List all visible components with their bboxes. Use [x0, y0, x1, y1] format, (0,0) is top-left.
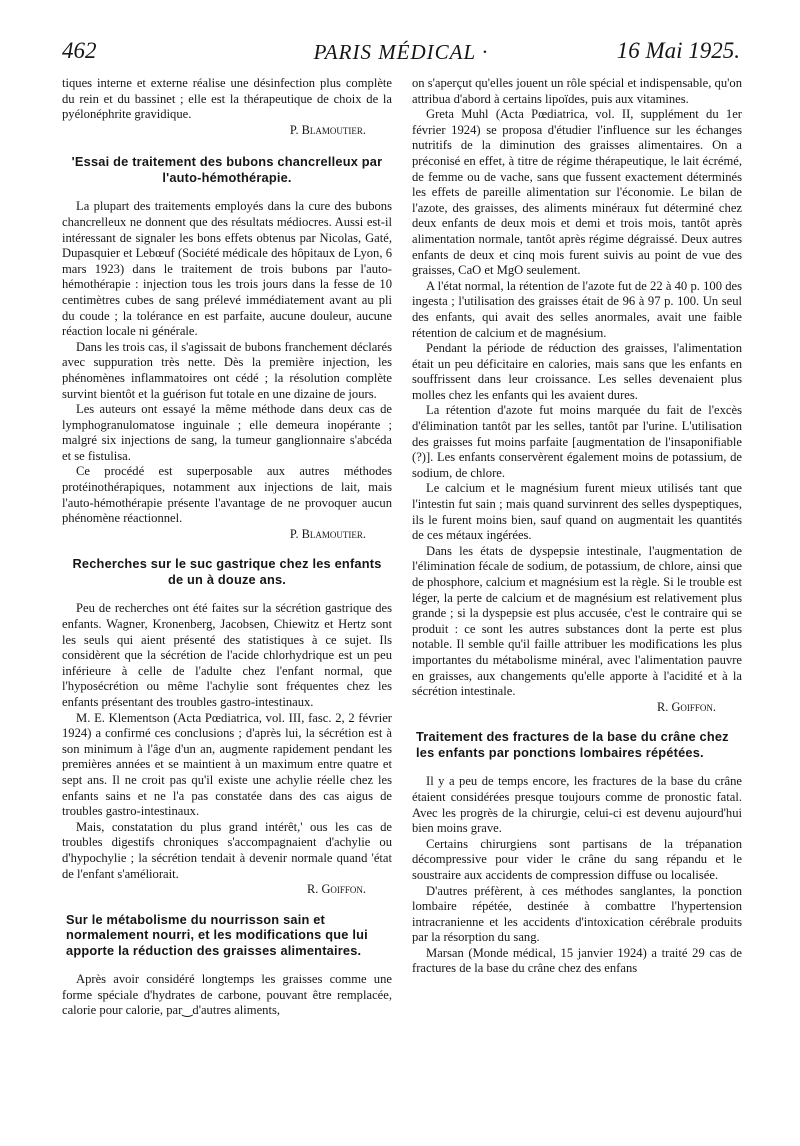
- paragraph: Peu de recherches ont été faites sur la sécrétion gastrique des enfants. Wagner, Kronenberg, Jacobsen, Chiewitz et Hertz sont les seuls qui aient présenté des statistiques à ce sujet. Ils considèrent que la sécrétion de l'acide chlorhydrique est un peu inférieure à celle de l'adulte chez l'enfant normal, que l'hyposécrétion ou même l'achylie sont fréquentes chez les enfants présentant des troubles gastro-intestinaux.: [62, 601, 392, 709]
- paragraph: Le calcium et le magnésium furent mieux utilisés tant que l'intestin fut sain ; mais quand survinrent des selles dyspeptiques, ils le furent moins bien, sauf quand on augmentait les quantités de ces métaux ingérées.: [412, 481, 742, 543]
- right-column: [412, 76, 742, 977]
- article-title: 'Essai de traitement des bubons chancrelleux par l'auto-hémothérapie.: [71, 154, 383, 185]
- page-number: 462: [62, 38, 97, 63]
- paragraph: Dans les états de dyspepsie intestinale, l'augmentation de l'élimination fécale de sodium, de potassium, de chlore, ainsi que de phosphore, calcium et magnésium est la règle. Si le trouble est léger, la perte de calcium et de magnésium est relativement plus grande ; si la dyspepsie est plus accusée, c'est le contraire qui se produit : ce sont les autres substances dont la perte est plus notable. Il semble qu'il faille attribuer les modifications les plus importantes du métabolisme minéral, avec l'alimentation pauvre en graisses, aux changements qu'elle apporte à l'acidité et à la sécrétion intestinale.: [412, 543, 742, 699]
- journal-title: PARIS MÉDICAL ·: [313, 40, 489, 64]
- paragraph: Il y a peu de temps encore, les fractures de la base du crâne étaient considérées presque toujours comme de pronostic fatal. Avec les progrès de la chirurgie, celui-ci est devenu aujourd'hui bien moins grave.: [412, 774, 742, 836]
- paragraph: Pendant la période de réduction des graisses, l'alimentation était un peu déficitaire en calories, mais sans que les enfants en souffrissent dans leur croissance. Les selles devenaient plus molles chez les enfants qui les avaient dures.: [412, 341, 742, 402]
- author-signature: P. Blamoutier.: [289, 122, 366, 137]
- paragraph: Les auteurs ont essayé la même méthode dans deux cas de lymphogranulomatose inguinale ; elle demeura inopérante ; malgré six injections de sang, la tumeur ganglionnaire s'abcéda et se fistulisa.: [62, 402, 392, 463]
- article-title: Traitement des fractures de la base du crâne chez les enfants par ponctions lombaires répétées.: [416, 729, 729, 760]
- left-column: [62, 76, 392, 1019]
- paragraph: A l'état normal, la rétention de l'azote fut de 22 à 40 p. 100 des ingesta ; l'utilisation des graisses était de 96 à 97 p. 100. Un seul des enfants, qui avait des selles anormales, avait une faible rétention de calcium et de magnésium.: [412, 278, 742, 340]
- paragraph: Ce procédé est superposable aux autres méthodes protéinothérapiques, notamment aux injections de lait, mais l'auto-hémothérapie présente l'avantage de ne provoquer aucun phénomène réactionnel.: [62, 464, 392, 526]
- author-signature: P. Blamoutier.: [289, 526, 366, 541]
- running-header: [62, 38, 740, 70]
- paragraph: M. E. Klementson (Acta Pœdiatrica, vol. III, fasc. 2, 2 février 1924) a confirmé ces conclusions ; d'après lui, la sécrétion est à son minimum à l'âge d'un an, augmente rapidement pendant les premières années et se maintient à un maximum entre quatre et sept ans. Il ne croit pas qu'il existe une achylie réelle chez les enfants sains et ne l'a pas constatée dans des cas aigus de troubles gastro-intestinaux.: [62, 710, 392, 819]
- paragraph: D'autres préfèrent, à ces méthodes sanglantes, la ponction lombaire répétée, destinée à combattre l'hypertension intracranienne et les accidents d'intoxication cérébrale produits par la résorption du sang.: [412, 883, 742, 945]
- paragraph: Marsan (Monde médical, 15 janvier 1924) a traité 29 cas de fractures de la base du crâne chez des enfans: [412, 945, 742, 976]
- paragraph: Dans les trois cas, il s'agissait de bubons franchement déclarés avec suppuration très nette. Dès la première injection, les phénomènes inflammatoires ont cédé ; la résolution complète survint bientôt et la guérison fut totale en une dizaine de jours.: [62, 339, 392, 401]
- paragraph: La plupart des traitements employés dans la cure des bubons chancrelleux ne donnent que des résultats médiocres. Aussi est-il intéressant de signaler les bons effets obtenus par Nicolas, Gaté, Dupasquier et Lebœuf (Société médicale des hôpitaux de Lyon, 6 mars 1923) dans le traitement de trois bubons par l'auto-hémothérapie : injection tous les trois jours dans la fesse de 10 centimètres cubes de sang prélevé immédiatement avant au pli du coude ; la tolérance en est parfaite, aucune douleur, aucune réaction locale ni générale.: [62, 199, 392, 339]
- paragraph: Certains chirurgiens sont partisans de la trépanation décompressive pour vider le crâne du sang répandu et le soustraire aux accidents de compression diffuse ou localisée.: [412, 836, 742, 882]
- paragraph: Après avoir considéré longtemps les graisses comme une forme spéciale d'hydrates de carbone, pouvant être remplacée, calorie pour calorie, par‿d'autres aliments,: [62, 972, 392, 1018]
- paragraph: Mais, constatation du plus grand intérêt,' ous les cas de troubles digestifs chroniques s'accompagnaient d'achylie ou d'hypochylie ; la sécrétion tendait à devenir normale quand 'état de l'enfant s'améliorait.: [62, 819, 392, 881]
- author-signature: R. Goiffon.: [306, 882, 366, 897]
- paragraph: Greta Muhl (Acta Pœdiatrica, vol. II, supplément du 1er février 1924) se proposa d'étudier l'influence sur les échanges nutritifs de la diminution des graisses alimentaires. On a préconisé en effet, à titre de régime thérapeutique, le lait écrémé, de femme ou de vache, sans que fussent exactement déterminés les effets de pareille alimentation sur l'économie. Le bilan de l'azote, des graisses, des aliments minéraux fut déterminé chez deux enfants de deux mois et demi et trois mois, tantôt après alimentation normale, tantôt après régime dégraissé. Deux autres enfants de deux et cinq mois furent suivis au point de vue des graisses, CaO et MgO seulement.: [412, 107, 742, 278]
- author-signature: R. Goiffon.: [656, 699, 716, 714]
- issue-date: 16 Mai 1925.: [616, 38, 740, 63]
- article-title: Sur le métabolisme du nourrisson sain et normalement nourri, et les modifications que lui apporte la réduction des graisses alimentaires.: [66, 911, 368, 958]
- paragraph: tiques interne et externe réalise une désinfection plus complète du rein et du bassinet ; elle est la thérapeutique de choix de la pyélonéphrite gravidique.: [62, 76, 392, 122]
- article-title: Recherches sur le suc gastrique chez les enfants de un à douze ans.: [72, 556, 382, 587]
- paragraph: La rétention d'azote fut moins marquée du fait de l'excès d'élimination tantôt par les selles, tantôt par l'urine. L'utilisation des graisses fut moins parfaite [augmentation de l'insaponifiable (?)]. Les enfants conservèrent également moins de potassium, de sodium, de chlore.: [412, 403, 742, 480]
- paragraph: on s'aperçut qu'elles jouent un rôle spécial et indispensable, qu'on attribua d'abord à certains lipoïdes, puis aux vitamines.: [412, 76, 742, 106]
